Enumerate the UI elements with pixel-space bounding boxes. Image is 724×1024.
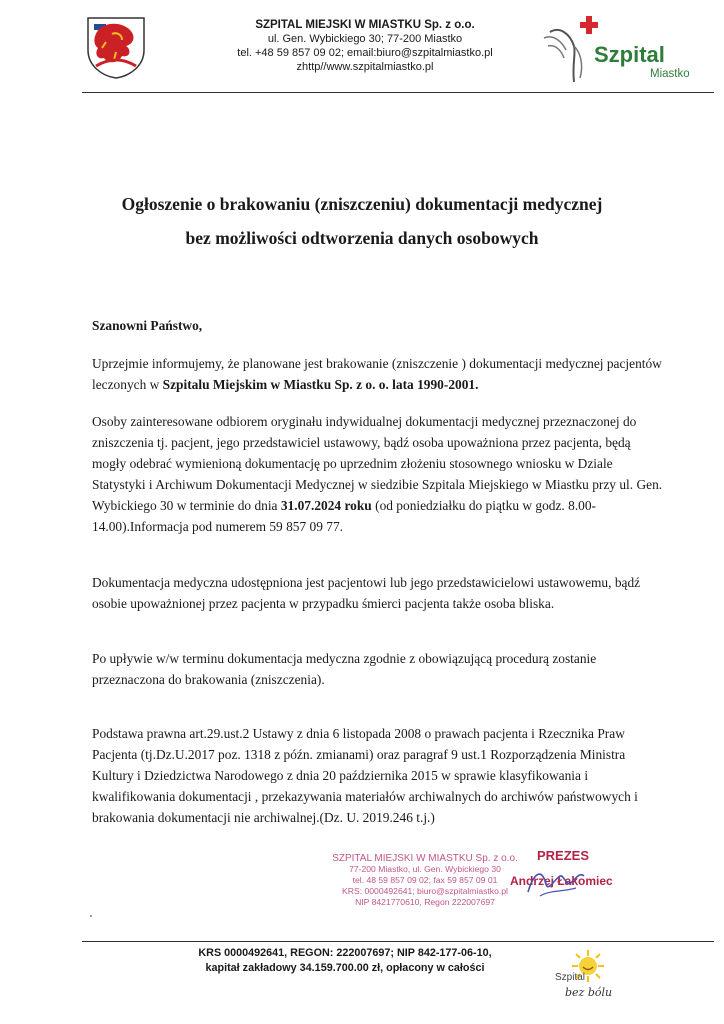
company-stamp — [330, 853, 520, 908]
logo-text: Szpital — [594, 42, 665, 67]
logo-subtext: Miastko — [650, 68, 690, 80]
signature-title: PREZES — [537, 848, 590, 863]
footer-divider — [82, 941, 714, 942]
badge-line-1: Szpital — [555, 972, 586, 983]
hospital-header — [230, 18, 500, 74]
hospital-name: SZPITAL MIEJSKI W MIASTKU Sp. z o.o. — [255, 19, 475, 31]
footer-capital: kapitał zakładowy 34.159.700.00 zł, opłacony w całości — [205, 962, 485, 974]
stamp-line-3: tel. 48 59 857 09 02; fax 59 857 09 01 — [352, 875, 498, 885]
stamp-line-1: SZPITAL MIEJSKI W MIASTKU Sp. z o.o. — [332, 853, 518, 864]
red-cross-icon — [580, 16, 598, 34]
signature-name: Andrzej Łakomiec — [510, 874, 613, 888]
handwritten-signature — [520, 862, 590, 902]
footer-registration: KRS 0000492641, REGON: 222007697; NIP 842-177-06-10, — [198, 947, 492, 959]
stamp-line-2: 77-200 Miastko, ul. Gen. Wybickiego 30 — [349, 864, 501, 874]
paragraph-2 — [92, 411, 664, 537]
stamp-line-5: NIP 8421770610, Regon 222007697 — [355, 897, 495, 907]
paragraph-1 — [92, 353, 664, 395]
paragraph-2-text: Osoby zainteresowane odbiorem oryginału indywidualnej dokumentacji medycznej przeznaczonej do zniszczenia tj. pacjent, jego przedstawiciel ustawowy, bądź osoba upoważniona przez pacjenta, będą mogły odebrać wymienioną dokumentację po uprzednim złożeniu stosownego wniosku w Dziale Statystyki i Archiwum Dokumentacji Medycznej w siedzibie Szpitala Miejskiego w Miastku przy ul. Gen. Wybickiego 30 w terminie do dnia — [92, 414, 663, 513]
badge-line-2: bez bólu — [565, 986, 613, 999]
paragraph-1-bold: Szpitalu Miejskim w Miastku Sp. z o. o. lata 1990-2001. — [162, 377, 479, 392]
stamp-line-4: KRS: 0000492641; biuro@szpitalmiastko.pl — [342, 886, 508, 896]
stray-mark — [90, 915, 92, 917]
document-title-line2: bez możliwości odtworzenia danych osobowych — [185, 228, 539, 248]
paragraph-2-tail: (od poniedziałku do piątku w godz. 8.00-14.00).Informacja pod numerem 59 857 09 77. — [92, 498, 597, 534]
paragraph-2-date: 31.07.2024 roku — [280, 498, 372, 513]
document-title-line1: Ogłoszenie o brakowaniu (zniszczeniu) dokumentacji medycznej — [121, 194, 603, 214]
paragraph-1-text: Uprzejmie informujemy, że planowane jest brakowanie (zniszczenie ) dokumentacji medycznej pacjentów leczonych w — [92, 356, 662, 392]
paragraph-3: Dokumentacja medyczna udostępniona jest pacjentowi lub jego przedstawicielowi ustawowemu, bądź osobie upoważnionej przez pacjenta w przypadku śmierci pacjenta także osoba bliska. — [92, 575, 641, 611]
greeting: Szanowni Państwo, — [92, 318, 203, 333]
paragraph-5-legal-basis: Podstawa prawna art.29.ust.2 Ustawy z dnia 6 listopada 2008 o prawach pacjenta i Rzecznika Praw Pacjenta (tj.Dz.U.2017 poz. 1318 z późn. zmianami) oraz paragraf 9 ust.1 Rozporządzenia Ministra Kultury i Dziedzictwa Narodowego z dnia 20 października 2015 w sprawie klasyfikowania i kwalifikowania dokumentacji , przekazywania materiałów archiwalnych do archiwów państwowych i brakowania dokumentacji nie archiwalnej.(Dz. U. 2019.246 t.j.) — [92, 726, 638, 825]
hospital-website: zhttp//www.szpitalmiastko.pl — [296, 61, 434, 73]
hospital-address: ul. Gen. Wybickiego 30; 77-200 Miastko — [267, 33, 463, 45]
header-divider — [82, 92, 714, 93]
coat-of-arms-logo — [82, 14, 150, 80]
paragraph-4: Po upływie w/w terminu dokumentacja medyczna zgodnie z obowiązującą procedurą zostanie przeznaczona do brakowania (zniszczenia). — [92, 651, 597, 687]
hospital-contact: tel. +48 59 857 09 02; email:biuro@szpitalmiastko.pl — [237, 47, 493, 59]
